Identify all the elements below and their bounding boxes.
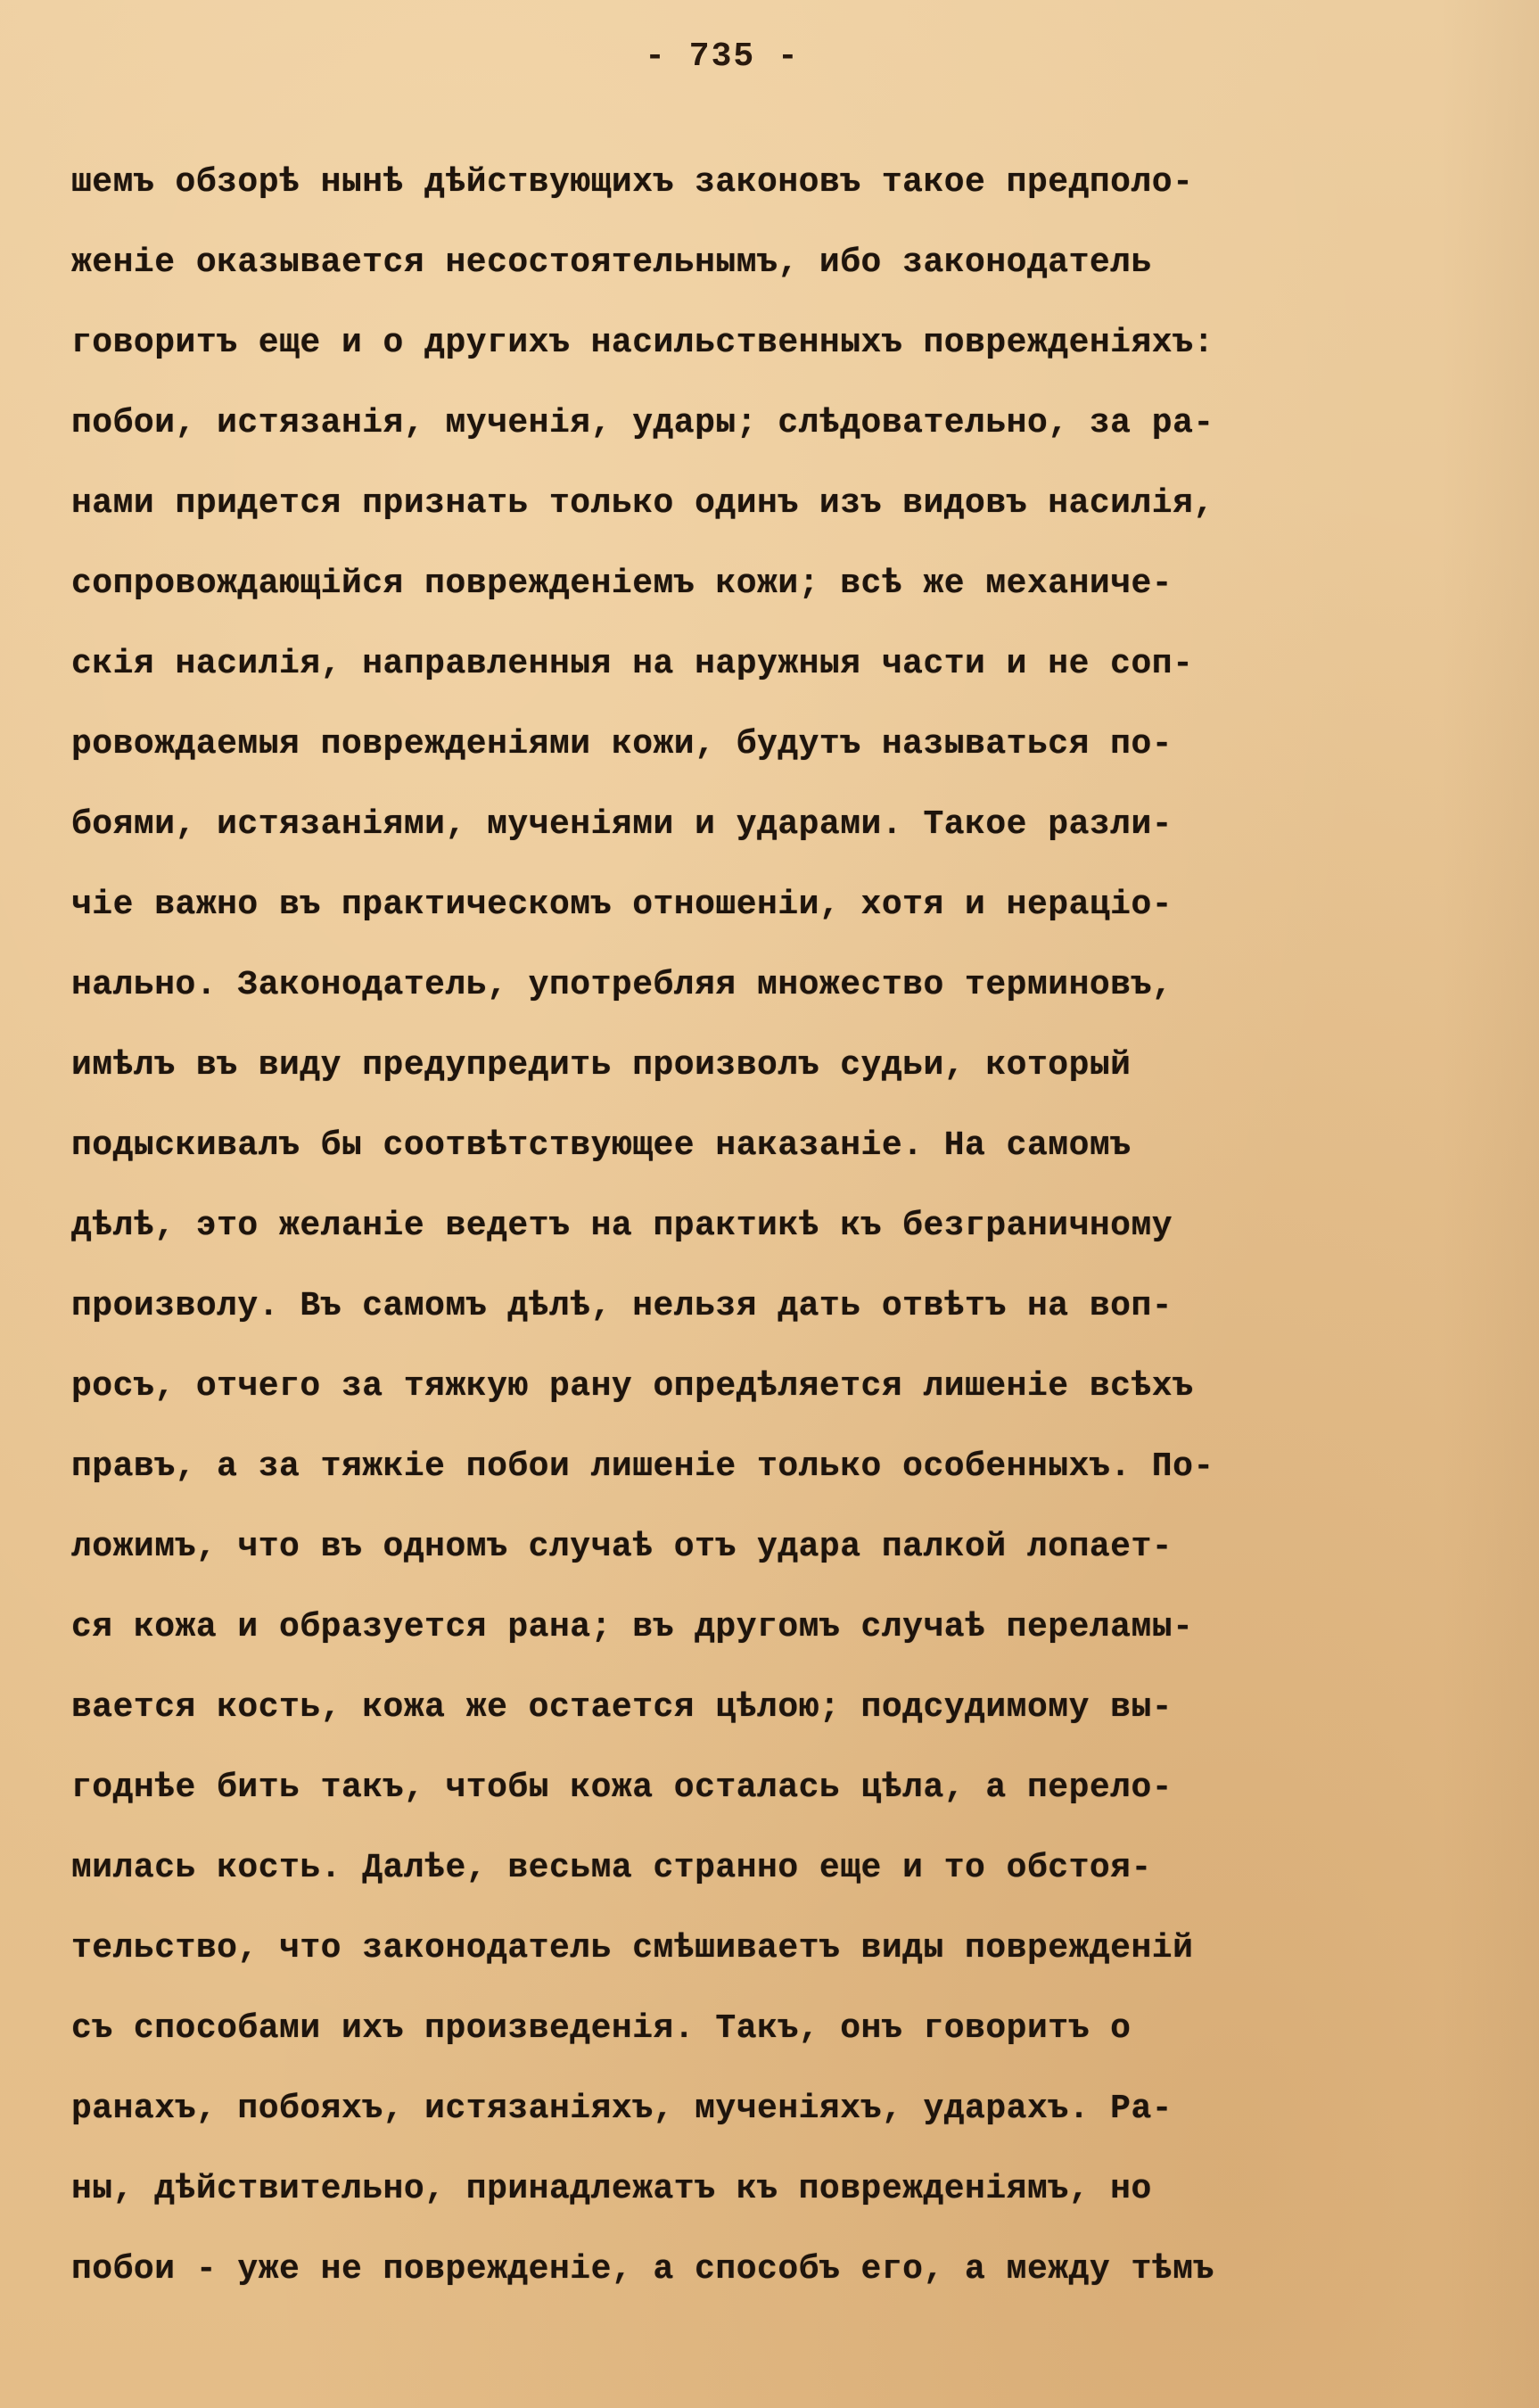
text-line: тельство, что законодатель смѣшиваетъ виды поврежденій [71, 1929, 1194, 1967]
text-line: имѣлъ въ виду предупредить произволъ судьи, который [71, 1046, 1132, 1084]
text-line: чіе важно въ практическомъ отношеніи, хотя и нераціо- [71, 886, 1173, 924]
text-line: ся кожа и образуется рана; въ другомъ случаѣ переламы- [71, 1608, 1194, 1646]
text-line: ложимъ, что въ одномъ случаѣ отъ удара палкой лопает- [71, 1528, 1173, 1566]
text-line: милась кость. Далѣе, весьма странно еще и то обстоя- [71, 1849, 1152, 1887]
text-line: нами придется признать только одинъ изъ видовъ насилія, [71, 484, 1214, 523]
page-number: - 735 - [645, 37, 800, 76]
body-text [71, 143, 1462, 2310]
text-line: подыскивалъ бы соотвѣтствующее наказаніе. На самомъ [71, 1126, 1132, 1165]
text-line: ны, дѣйствительно, принадлежатъ къ поврежденіямъ, но [71, 2170, 1152, 2208]
text-line: сопровождающійся поврежденіемъ кожи; всѣ же механиче- [71, 565, 1173, 603]
text-line: правъ, а за тяжкіе побои лишеніе только особенныхъ. По- [71, 1447, 1214, 1486]
text-line: боями, истязаніями, мученіями и ударами. Такое разли- [71, 805, 1173, 844]
text-line: произволу. Въ самомъ дѣлѣ, нельзя дать отвѣтъ на воп- [71, 1287, 1173, 1325]
text-line: нально. Законодатель, употребляя множество терминовъ, [71, 966, 1173, 1004]
text-line: съ способами ихъ произведенія. Такъ, онъ говоритъ о [71, 2009, 1132, 2048]
text-line: ранахъ, побояхъ, истязаніяхъ, мученіяхъ, ударахъ. Ра- [71, 2090, 1173, 2128]
text-line: росъ, отчего за тяжкую рану опредѣляется лишеніе всѣхъ [71, 1367, 1194, 1406]
text-line: годнѣе бить такъ, чтобы кожа осталась цѣла, а перело- [71, 1769, 1173, 1807]
text-line: шемъ обзорѣ нынѣ дѣйствующихъ законовъ такое предполо- [71, 163, 1194, 202]
text-line: ровождаемыя поврежденіями кожи, будутъ называться по- [71, 725, 1173, 763]
text-line: побои - уже не поврежденіе, а способъ его, а между тѣмъ [71, 2250, 1214, 2288]
text-line: дѣлѣ, это желаніе ведетъ на практикѣ къ безграничному [71, 1207, 1173, 1245]
text-line: говоритъ еще и о другихъ насильственныхъ поврежденіяхъ: [71, 324, 1214, 362]
text-line: женіе оказывается несостоятельнымъ, ибо законодатель [71, 243, 1152, 282]
text-line: скія насилія, направленныя на наружныя части и не соп- [71, 645, 1194, 683]
text-line: побои, истязанія, мученія, удары; слѣдовательно, за ра- [71, 404, 1214, 442]
text-line: вается кость, кожа же остается цѣлою; подсудимому вы- [71, 1688, 1173, 1727]
